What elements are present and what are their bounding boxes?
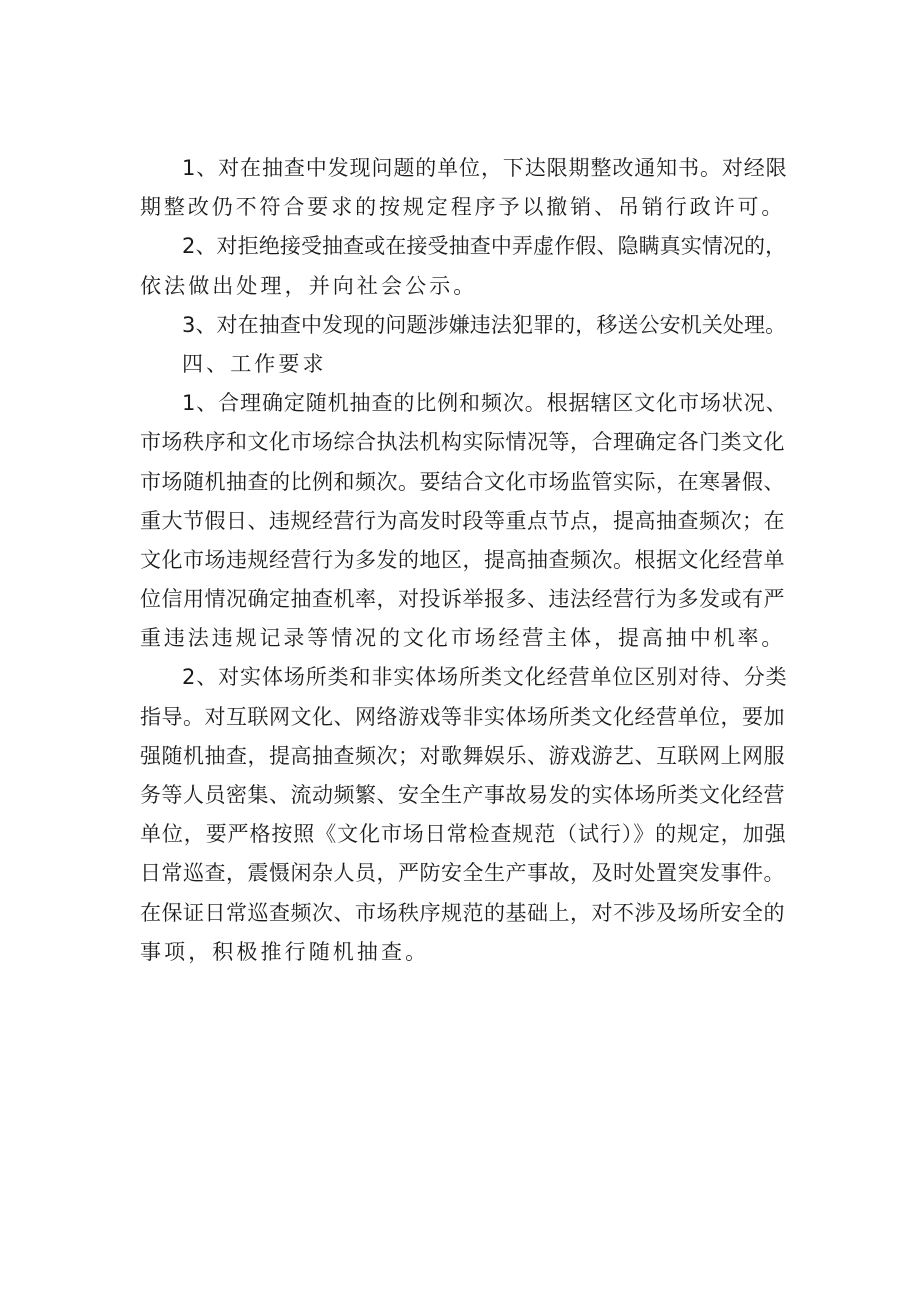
text-line: 3、对在抽查中发现的问题涉嫌违法犯罪的，移送公安机关处理。 <box>182 312 787 337</box>
text-line: 日常巡查，震慑闲杂人员，严防安全生产事故，及时处置突发事件。 <box>140 861 785 886</box>
paragraph-4 <box>140 384 788 658</box>
paragraph-3 <box>140 306 788 345</box>
text-line: 指导。对互联网文化、网络游戏等非实体场所类文化经营单位，要加 <box>140 704 785 729</box>
text-line: 重大节假日、违规经营行为高发时段等重点节点，提高抽查频次；在 <box>140 508 785 533</box>
document-body <box>140 149 788 972</box>
text-line: 2、对拒绝接受抽查或在接受抽查中弄虚作假、隐瞒真实情况的， <box>182 234 787 259</box>
text-line: 市场随机抽查的比例和频次。要结合文化市场监管实际，在寒暑假、 <box>140 469 785 494</box>
section-heading <box>140 345 788 384</box>
text-line: 在保证日常巡查频次、市场秩序规范的基础上，对不涉及场所安全的 <box>140 900 785 925</box>
text-line: 依法做出处理，并向社会公示。 <box>140 273 478 298</box>
text-line: 重违法违规记录等情况的文化市场经营主体，提高抽中机率。 <box>140 626 786 651</box>
text-line: 市场秩序和文化市场综合执法机构实际情况等，合理确定各门类文化 <box>140 430 785 455</box>
text-line: 1、合理确定随机抽查的比例和频次。根据辖区文化市场状况、 <box>182 391 788 416</box>
heading-line: 四、工作要求 <box>182 351 327 376</box>
text-line: 2、对实体场所类和非实体场所类文化经营单位区别对待、分类 <box>182 665 788 690</box>
paragraph-2 <box>140 227 788 305</box>
text-line: 期整改仍不符合要求的按规定程序予以撤销、吊销行政许可。 <box>140 195 786 220</box>
text-line: 强随机抽查，提高抽查频次；对歌舞娱乐、游戏游艺、互联网上网服 <box>140 743 785 768</box>
paragraph-1 <box>140 149 788 227</box>
text-line: 文化市场违规经营行为多发的地区，提高抽查频次。根据文化经营单 <box>140 547 785 572</box>
text-line: 事项，积极推行随机抽查。 <box>140 939 430 964</box>
text-line: 单位，要严格按照《文化市场日常检查规范（试行）》的规定，加强 <box>140 822 787 847</box>
text-line: 务等人员密集、流动频繁、安全生产事故易发的实体场所类文化经营 <box>140 783 785 807</box>
text-line: 位信用情况确定抽查机率，对投诉举报多、违法经营行为多发或有严 <box>140 587 785 612</box>
paragraph-5 <box>140 658 788 972</box>
text-line: 1、对在抽查中发现问题的单位，下达限期整改通知书。对经限 <box>182 156 788 180</box>
